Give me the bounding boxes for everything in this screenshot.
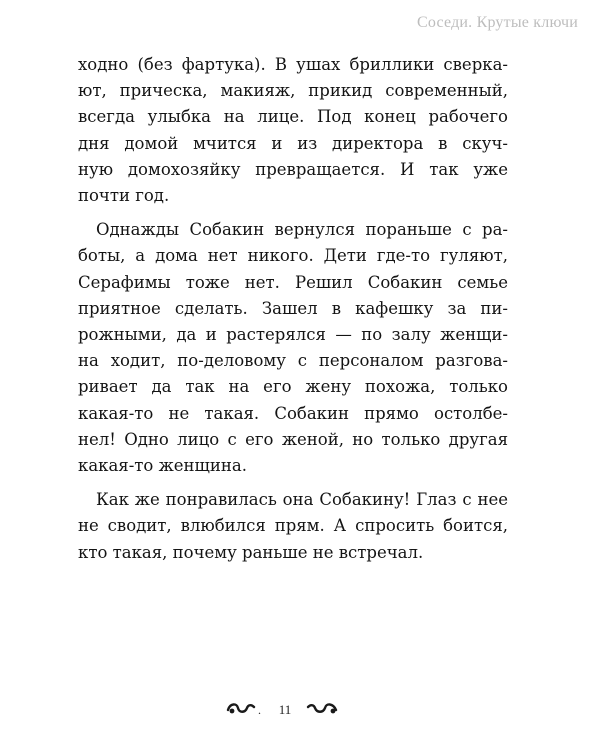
text-line: не сводит, влюбился прям. А спросить боится, xyxy=(78,516,508,536)
text-line: нел! Одно лицо с его женой, но только другая xyxy=(78,429,508,449)
text-line: ходно (без фартука). В ушах бриллики сверка- xyxy=(78,55,508,74)
swirl-ornament-right-icon xyxy=(306,699,340,721)
paragraph-2 xyxy=(78,217,508,479)
text-line: приятное сделать. Зашел в кафешку за пи- xyxy=(78,298,508,318)
body-text xyxy=(78,52,508,574)
text-line: рожными, да и растерялся — по залу женщи- xyxy=(78,325,508,345)
text-line: ривает да так на его жену похожа, только xyxy=(78,377,508,397)
swirl-ornament-left-icon xyxy=(226,699,256,721)
text-line: боты, а дома нет никого. Дети где-то гуляют, xyxy=(78,246,508,266)
text-line: какая-то женщина. xyxy=(78,456,247,476)
text-line: Как же понравилась она Собакину! Глаз с нее xyxy=(96,490,508,510)
folio-dot: . xyxy=(258,703,261,717)
text-line: ют, прическа, макияж, прикид современный, xyxy=(78,81,508,101)
running-head: Соседи. Крутые ключи xyxy=(417,14,578,31)
text-line: какая-то не такая. Собакин прямо остолбе- xyxy=(78,403,508,423)
paragraph-3 xyxy=(78,487,508,566)
text-line: дня домой мчится и из директора в скуч- xyxy=(78,133,508,153)
text-line: на ходит, по-деловому с персоналом разгова- xyxy=(78,351,508,371)
text-line: кто такая, почему раньше не встречал. xyxy=(78,542,424,562)
text-line: всегда улыбка на лице. Под конец рабочего xyxy=(78,107,508,127)
paragraph-1 xyxy=(78,52,508,209)
page-footer xyxy=(0,697,600,721)
text-line: ную домохозяйку превращается. И так уже xyxy=(78,159,508,179)
text-line: Серафимы тоже нет. Решил Собакин семье xyxy=(78,272,508,292)
text-line: Однажды Собакин вернулся пораньше с ра- xyxy=(96,220,508,240)
page-number: 11 xyxy=(278,702,292,717)
text-line: почти год. xyxy=(78,186,170,206)
